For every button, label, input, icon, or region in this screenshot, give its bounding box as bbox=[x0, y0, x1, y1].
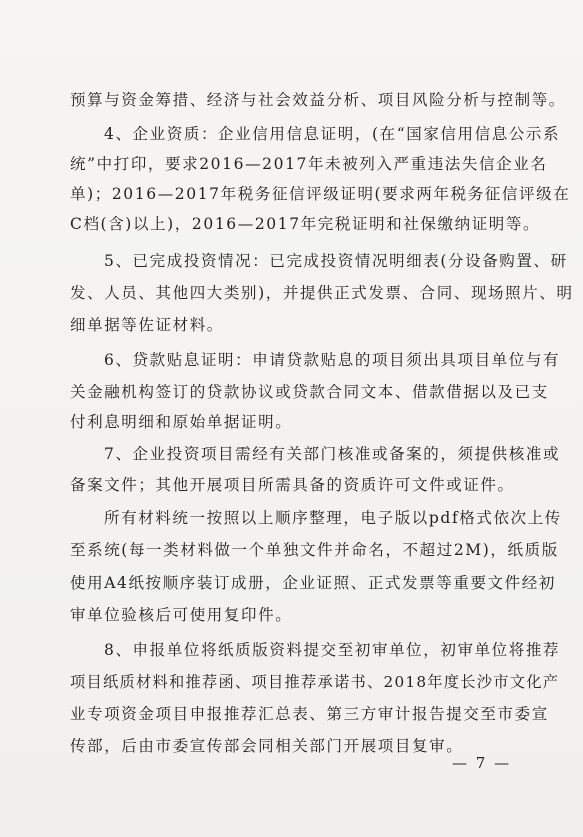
text-line: 预算与资金筹措、经济与社会效益分析、项目风险分析与控制等。 bbox=[70, 91, 566, 109]
text-line: 6、贷款贴息证明：申请贷款贴息的项目须出具项目单位与有 bbox=[104, 351, 561, 369]
text-line: 发、人员、其他四大类别)，并提供正式发票、合同、现场照片、明 bbox=[70, 284, 574, 302]
text-line: 传部，后由市委宣传部会同相关部门开展项目复审。 bbox=[70, 737, 464, 755]
text-line: 单)；2016—2017年税务征信评级证明(要求两年税务征信评级在 bbox=[70, 185, 571, 203]
text-line: 业专项资金项目申报推荐汇总表、第三方审计报告提交至市委宣 bbox=[70, 705, 549, 723]
text-line: 8、申报单位将纸质版资料提交至初审单位，初审单位将推荐 bbox=[104, 641, 561, 659]
page-number: — 7 — bbox=[452, 754, 512, 772]
text-line: 统”中打印，要求2016—2017年未被列入严重违法失信企业名 bbox=[70, 155, 548, 173]
text-line: 付利息明细和原始单据证明。 bbox=[70, 413, 293, 431]
text-line: 5、已完成投资情况：已完成投资情况明细表(分设备购置、研 bbox=[104, 252, 568, 270]
text-line: 备案文件；其他开展项目所需具备的资质许可文件或证件。 bbox=[70, 476, 515, 494]
text-line: C档(含)以上)，2016—2017年完税证明和社保缴纳证明等。 bbox=[70, 215, 541, 233]
text-line: 至系统(每一类材料做一个单独文件并命名，不超过2M)，纸质版 bbox=[70, 541, 559, 559]
text-line: 4、企业资质：企业信用信息证明，(在“国家信用信息公示系 bbox=[104, 125, 561, 143]
text-line: 所有材料统一按照以上顺序整理，电子版以pdf格式依次上传 bbox=[104, 509, 562, 527]
text-line: 项目纸质材料和推荐函、项目推荐承诺书、2018年度长沙市文化产 bbox=[70, 673, 560, 691]
text-line: 细单据等佐证材料。 bbox=[70, 316, 224, 334]
text-line: 审单位验核后可使用复印件。 bbox=[70, 606, 293, 624]
text-line: 7、企业投资项目需经有关部门核准或备案的，须提供核准或 bbox=[104, 445, 561, 463]
text-line: 关金融机构签订的贷款协议或贷款合同文本、借款借据以及已支 bbox=[70, 383, 549, 401]
text-line: 使用A4纸按顺序装订成册，企业证照、正式发票等重要文件经初 bbox=[70, 574, 556, 592]
